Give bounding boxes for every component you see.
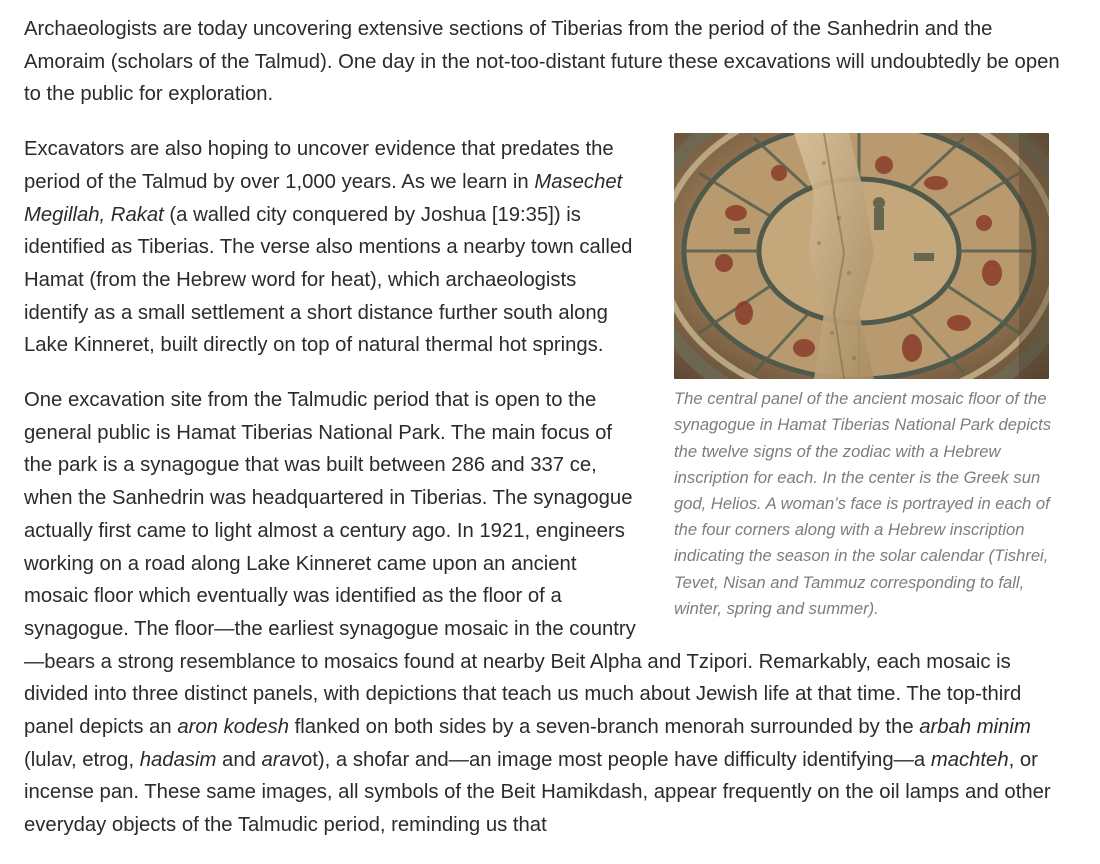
text-span: One excavation site from the Talmudic period that is open to the general public is Hamat Tiberias National Park. The main focus of the park is a synagogue that was built between 286 and 337 ce, when the Sanhedrin was headquartered in Tiberias. The synagogue actually first came to light almost a century ago. In 1921, engineers working on a road along Lake Kinneret came upon an ancient mosaic floor which eventually was identified as the floor of a synagogue. The floor—the earliest synagogue mosaic in the country—bears a strong resemblance to mosaics found at nearby Beit Alpha and Tzipori. Remarkably, each mosaic is divided into three distinct panels, with depictions that teach us much about Jewish life at that time. The top-third panel depicts an bbox=[24, 389, 1022, 739]
text-span: flanked on both sides by a seven-branch menorah surrounded by the bbox=[289, 716, 920, 739]
text-span: , or incense pan. These same images, all symbols of the Beit Hamikdash, appear frequently on the oil lamps and other everyday objects of the Talmudic period, reminding us that bbox=[24, 748, 1051, 837]
italic-text: hadasim bbox=[139, 748, 217, 771]
article-body bbox=[24, 13, 1064, 864]
text-span: ot), a shofar and—an image most people have difficulty identifying—a bbox=[300, 748, 931, 771]
mosaic-zodiac-photo bbox=[674, 133, 1049, 379]
paragraph-intro: Archaeologists are today uncovering extensive sections of Tiberias from the period of the Sanhedrin and the Amoraim (scholars of the Talmud). One day in the not-too-distant future these excavations will undoubtedly be open to the public for exploration. bbox=[24, 18, 1060, 106]
italic-text: arav bbox=[261, 748, 301, 771]
text-span: (lulav, etrog, bbox=[24, 748, 140, 771]
figure-caption: The central panel of the ancient mosaic floor of the synagogue in Hamat Tiberias National Park depicts the twelve signs of the zodiac with a Hebrew inscription for each. In the center is the Greek sun god, Helios. A woman’s face is portrayed in each of the four corners along with a Hebrew inscription indicating the season in the solar calendar (Tishrei, Tevet, Nisan and Tammuz corresponding to fall, winter, spring and summer). bbox=[674, 389, 1052, 618]
italic-text: arbah minim bbox=[919, 716, 1031, 739]
text-span: (a walled city conquered by Joshua [19:35]) is identified as Tiberias. The verse also mentions a nearby town called Hamat (from the Hebrew word for heat), which archaeologists identify as a small settlement a short distance further south along Lake Kinneret, built directly on top of natural thermal hot springs. bbox=[24, 203, 633, 357]
italic-text: Masechet Megillah, Rakat bbox=[24, 170, 623, 226]
italic-text: aron kodesh bbox=[177, 716, 289, 739]
text-span: and bbox=[216, 748, 262, 771]
figure bbox=[674, 133, 1064, 622]
text-span: Excavators are also hoping to uncover evidence that predates the period of the Talmud by over 1,000 years. As we learn in bbox=[24, 138, 614, 193]
italic-text: machteh bbox=[930, 748, 1009, 771]
